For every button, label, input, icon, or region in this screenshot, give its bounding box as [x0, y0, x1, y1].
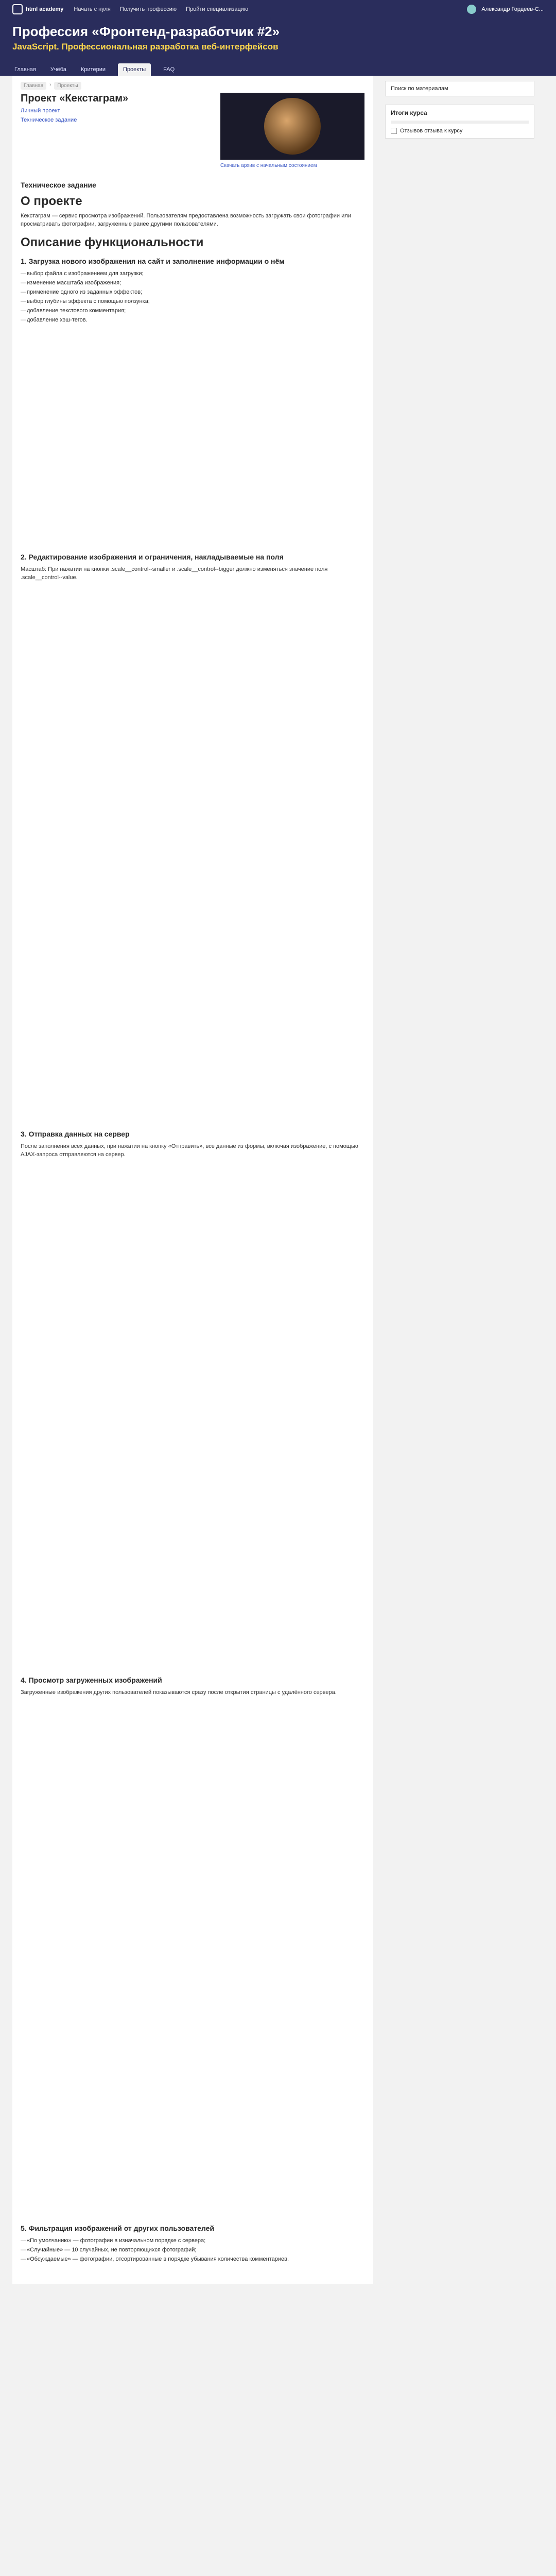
section-5-list: [21, 2236, 364, 2263]
preview-image: [220, 93, 364, 160]
tab-home[interactable]: Главная: [14, 66, 36, 73]
list-item: — «Случайные» — 10 случайных, не повторяющихся фотографий;: [21, 2246, 364, 2254]
cat-image: [264, 98, 321, 155]
tab-criteria[interactable]: Критерии: [80, 66, 106, 73]
page-layout: [0, 76, 556, 2284]
progress-title: Итоги курса: [391, 109, 427, 116]
tabs: [0, 61, 556, 76]
avatar: [467, 5, 476, 14]
logo-icon: [12, 4, 23, 14]
crumb-home[interactable]: Главная: [21, 82, 46, 90]
search-input[interactable]: Поиск по материалам: [385, 81, 534, 96]
brand-logo[interactable]: html academy: [12, 4, 63, 14]
course-progress: [385, 105, 534, 139]
checkbox-icon: [391, 128, 397, 134]
section-1-list: [21, 269, 364, 324]
user-menu[interactable]: Александр Гордеев-С...: [467, 5, 544, 14]
nav-profession[interactable]: Получить профессию: [119, 6, 177, 12]
profession-title: Профессия «Фронтенд-разработчик #2»: [12, 24, 280, 39]
sidebar: [385, 76, 534, 2284]
top-nav: [74, 6, 248, 12]
list-item: — «Обсуждаемые» — фотографии, отсортированные в порядке убывания количества комментариев.: [21, 2255, 364, 2263]
top-bar: [0, 0, 556, 19]
breadcrumb: Главная › Проекты: [21, 82, 364, 90]
download-link[interactable]: Скачать архив с начальным состоянием: [220, 163, 317, 168]
page-title: Проект «Кекстаграм»: [21, 93, 129, 104]
about-title: О проекте: [21, 194, 82, 208]
list-item: — выбор файла с изображением для загрузки;: [21, 269, 364, 278]
section-1: 1. Загрузка нового изображения на сайт и заполнение информации о нём: [21, 257, 285, 265]
section-3: 3. Отправка данных на сервер: [21, 1130, 130, 1138]
list-item: — добавление хэш-тегов.: [21, 316, 364, 324]
section-4: 4. Просмотр загруженных изображений: [21, 1676, 162, 1684]
course-subtitle: JavaScript. Профессиональная разработка веб-интерфейсов: [12, 42, 279, 52]
section-4-text: Загруженные изображения других пользователей показываются сразу после открытия страницы с удалённого сервера.: [21, 1689, 337, 1696]
tab-projects[interactable]: Проекты: [118, 63, 151, 76]
feedback-checkbox[interactable]: Отзывов отзыва к курсу: [391, 128, 529, 134]
link-personal-project[interactable]: Личный проект: [21, 108, 60, 114]
list-item: — изменение масштаба изображения;: [21, 279, 364, 287]
main-content: [12, 76, 373, 2284]
section-3-text: После заполнения всех данных, при нажатии на кнопку «Отправить», все данные из формы, включая изображение, с помощью AJAX-запроса отправляются на сервер.: [21, 1143, 358, 1158]
nav-specialization[interactable]: Пройти специализацию: [186, 6, 249, 12]
func-title: Описание функциональности: [21, 235, 204, 249]
tab-study[interactable]: Учёба: [50, 66, 66, 73]
section-2: 2. Редактирование изображения и ограничения, накладываемые на поля: [21, 553, 284, 561]
list-item: — «По умолчанию» — фотографии в изначальном порядке с сервера;: [21, 2236, 364, 2245]
list-item: — выбор глубины эффекта с помощью ползунка;: [21, 297, 364, 306]
section-5: 5. Фильтрация изображений от других пользователей: [21, 2224, 215, 2232]
list-item: — добавление текстового комментария;: [21, 307, 364, 315]
list-item: — применение одного из заданных эффектов;: [21, 288, 364, 296]
crumb-projects[interactable]: Проекты: [54, 82, 81, 90]
project-header: [21, 93, 364, 168]
nav-start[interactable]: Начать с нуля: [74, 6, 111, 12]
progress-bar: [391, 121, 529, 124]
tab-faq[interactable]: FAQ: [163, 66, 175, 73]
section-2-text: Масштаб: При нажатии на кнопки .scale__control--smaller и .scale__control--bigger должно изменяться значение поля .scale__control--value.: [21, 566, 328, 581]
tz-label: Техническое задание: [21, 181, 96, 189]
link-tz[interactable]: Техническое задание: [21, 117, 77, 123]
project-preview: [220, 93, 364, 168]
hero: [0, 19, 556, 61]
about-text: Кекстаграм — сервис просмотра изображений. Пользователям предоставлена возможность загружать свои фотографии или просматривать фотографии, загруженные ранее другими пользователями.: [21, 213, 351, 227]
